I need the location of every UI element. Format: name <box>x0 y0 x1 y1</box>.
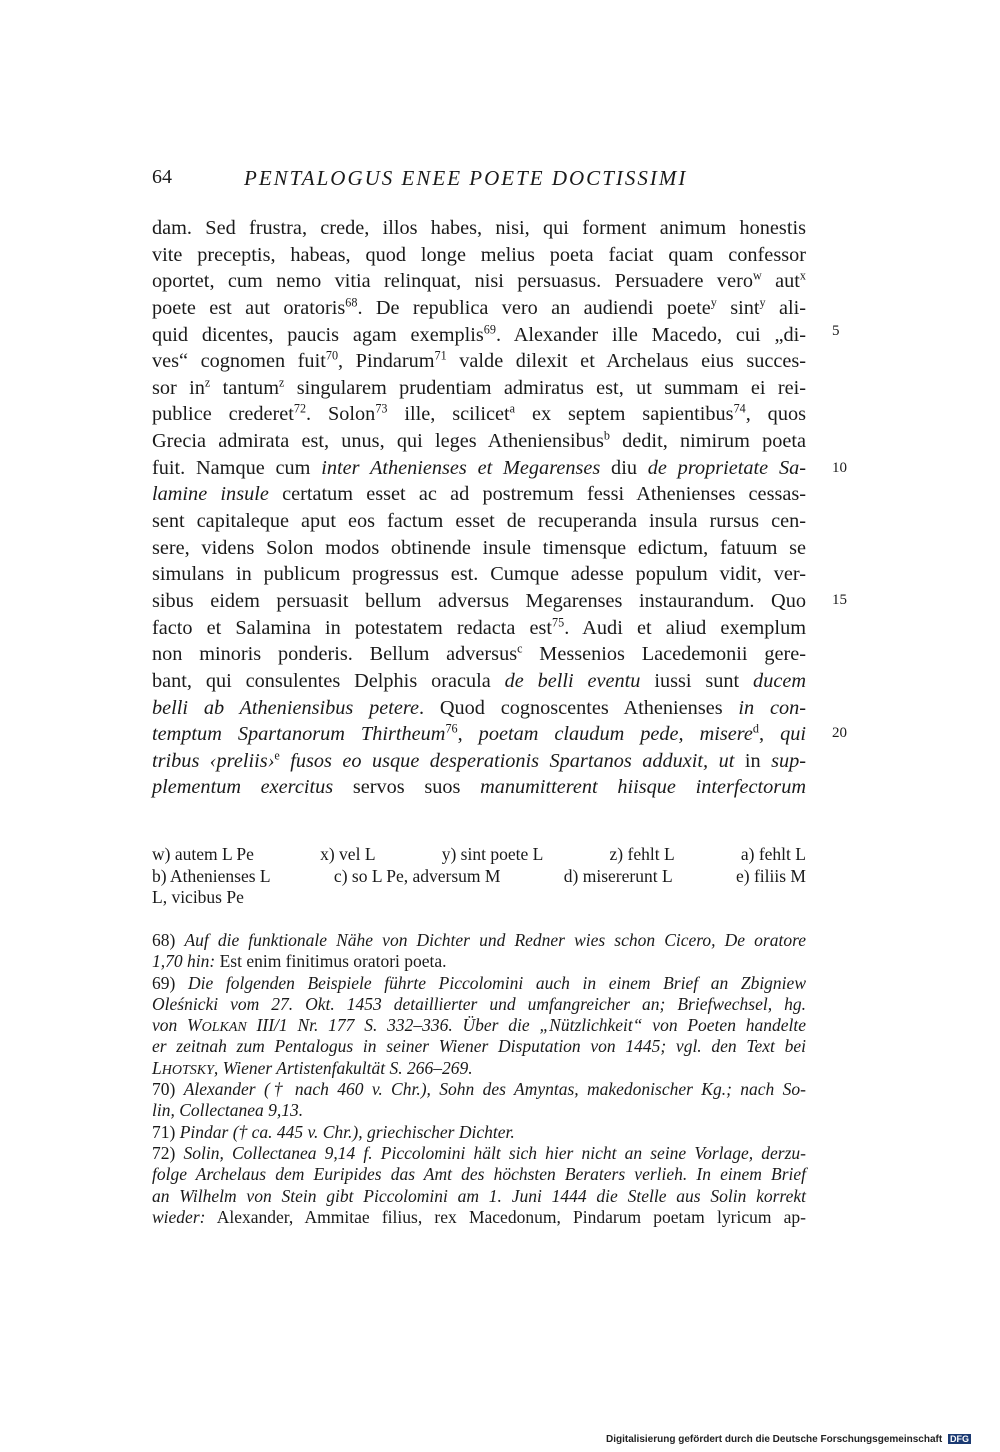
text-line: tribus ‹preliis›$^e$ fusos eo usque desperationis Spartanos adduxit, ut in sup- <box>152 748 806 772</box>
footnote-line: 70) Alexander († nach 460 v. Chr.), Sohn des Amyntas, makedonischer Kg.; nach So- <box>152 1079 806 1100</box>
apparatus-row <box>152 844 806 866</box>
apparatus-entry: z) fehlt L <box>609 844 675 864</box>
apparatus-row <box>152 887 806 909</box>
line-number: 15 <box>832 592 847 608</box>
footnote-line: er zeitnah zum Pentalogus in seiner Wiener Disputation von 1445; vgl. den Text bei <box>152 1036 806 1057</box>
text-line: sere, videns Solon modos obtinende insule timensque edictum, fatuum se <box>152 536 806 559</box>
footnote-line: lin, Collectanea 9,13. <box>152 1100 304 1121</box>
line-number: 10 <box>832 460 847 476</box>
apparatus-entry: x) vel L <box>320 844 376 864</box>
text-line: temptum Spartanorum Thirtheum$^{76}$, poetam claudum pede, misere$^d$, qui <box>152 721 806 746</box>
text-line: sibus eidem persuasit bellum adversus Megarenses instaurandum. Quo <box>152 589 806 612</box>
page-header <box>152 166 806 192</box>
funding-text: Digitalisierung gefördert durch die Deutsche Forschungsgemeinschaft <box>606 1434 943 1445</box>
text-line: fuit. Namque cum inter Athenienses et Megarenses diu de proprietate Sa- <box>152 456 806 479</box>
text-line: belli ab Atheniensibus petere. Quod cognoscentes Athenienses in con- <box>152 696 806 719</box>
text-line: publice crederet$^{72}$. Solon$^{73}$ ille, scilicet$^a$ ex septem sapientibus$^{74}$, quos <box>152 402 807 426</box>
footnote-line: 71) Pindar († ca. 445 v. Chr.), griechischer Dichter. <box>152 1121 515 1142</box>
page-number: 64 <box>152 166 172 188</box>
text-line: dam. Sed frustra, crede, illos habes, nisi, qui forment animum honestis <box>152 217 806 239</box>
footnote-line: wieder: Alexander, Ammitae filius, rex Macedonum, Pindarum poetam lyricum ap- <box>152 1206 806 1227</box>
apparatus-entry: b) Athenienses L <box>152 865 271 886</box>
apparatus-entry: y) sint poete L <box>441 844 544 864</box>
line-number: 5 <box>832 323 840 339</box>
apparatus-row <box>152 866 806 888</box>
text-line: non minoris ponderis. Bellum adversus$^c$ Messenios Lacedemonii gere- <box>152 641 806 666</box>
funding-footer <box>606 1434 971 1445</box>
footnote-line: folge Archelaus dem Euripides das Amt des höchsten Beraters verlieh. In einem Brief <box>152 1164 806 1185</box>
text-line: Grecia admirata est, unus, qui leges Atheniensibus$^b$ dedit, nimirum poeta <box>152 428 806 453</box>
text-line: simulans in publicum progressus est. Cumque adesse populum vidit, ver- <box>152 563 806 586</box>
footnote-line: Oleśnicki vom 27. Okt. 1453 detaillierter und umfangreicher an; Briefwechsel, hg. <box>152 993 806 1014</box>
text-line: plementum exercitus servos suos manumitterent hiisque interfectorum <box>152 776 806 799</box>
footnote-line: von WOLKAN III/1 Nr. 177 S. 332–336. Über die „Nützlichkeit“ von Poeten handelte <box>152 1015 806 1036</box>
text-line: oportet, cum nemo vitia relinquat, nisi persuasus. Persuadere vero$^w$ aut$^x$ <box>152 268 806 293</box>
apparatus-entry: w) autem L Pe <box>152 844 254 864</box>
footnote-line: LHOTSKY, Wiener Artistenfakultät S. 266–269. <box>152 1057 473 1078</box>
text-line: lamine insule certatum esset ac ad postremum fessi Athenienses cessas- <box>152 483 806 506</box>
text-line: facto et Salamina in potestatem redacta est$^{75}$. Audi et aliud exemplum <box>152 615 806 639</box>
dfg-logo: DFG <box>949 1434 969 1444</box>
line-number: 20 <box>832 725 847 741</box>
text-line: sent capitaleque aput eos factum esset de recuperanda insula rursus cen- <box>152 510 806 533</box>
footnote-line: 68) Auf die funktionale Nähe von Dichter und Redner wies schon Cicero, De oratore <box>152 930 807 950</box>
text-line: quid dicentes, paucis agam exemplis$^{69}$. Alexander ille Macedo, cui „di- <box>152 322 807 346</box>
text-line: poete est aut oratoris$^{68}$. De republica vero an audiendi poete$^y$ sint$^y$ ali- <box>152 295 807 319</box>
footnote-line: an Wilhelm von Stein gibt Piccolomini am 1. Juni 1444 die Stelle aus Solin korrekt <box>152 1185 806 1206</box>
apparatus-entry: a) fehlt L <box>740 844 806 864</box>
footnote-line: 69) Die folgenden Beispiele führte Piccolomini auch in einem Brief an Zbigniew <box>152 972 806 993</box>
main-text <box>152 215 806 801</box>
footnote-line: 1,70 hin: Est enim finitimus oratori poeta. <box>152 951 447 972</box>
apparatus-entry: e) filiis M <box>735 865 806 886</box>
running-title: PENTALOGUS ENEE POETE DOCTISSIMI <box>244 166 688 190</box>
text-line: bant, qui consulentes Delphis oracula de belli eventu iussi sunt ducem <box>152 669 806 692</box>
text-line: vite preceptis, habeas, quod longe melius poeta faciat quam confessor <box>152 243 806 266</box>
critical-apparatus <box>152 844 806 909</box>
apparatus-entry: L, vicibus Pe <box>152 887 244 907</box>
footnote-line: 72) Solin, Collectanea 9,14 f. Piccolomini hält sich hier nicht an seine Vorlage, derzu- <box>152 1142 806 1163</box>
apparatus-entry: c) so L Pe, adversum M <box>333 865 501 886</box>
text-line: sor $in^z$ tantum$^z$ singularem prudentiam admiratus est, ut summam ei rei- <box>152 375 807 399</box>
apparatus-entry: d) misererunt L <box>563 865 673 886</box>
footnotes <box>152 930 806 1228</box>
text-line: ves“ cognomen fuit$^{70}$, Pindarum$^{71}$ valde dilexit et Archelaus eius succes- <box>152 348 807 373</box>
